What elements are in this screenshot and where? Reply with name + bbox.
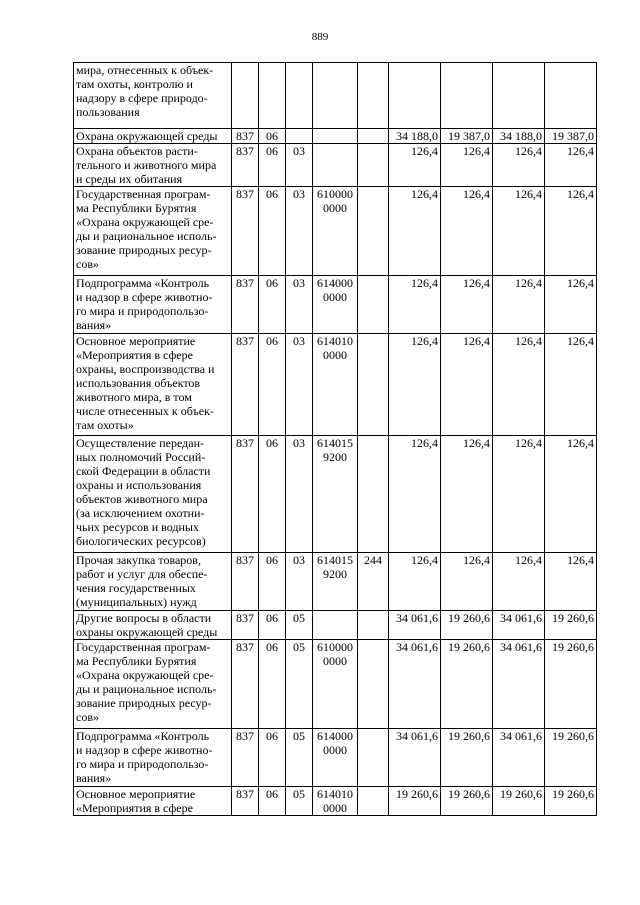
row-name-line: там охоты» (76, 418, 134, 432)
target-article-cell (313, 553, 358, 611)
target-article-line: 614015 (317, 553, 353, 567)
target-article-cell (313, 129, 358, 144)
row-name-line: Другие вопросы в области (76, 611, 212, 625)
expense-type-cell (358, 334, 389, 436)
expense-type-cell (358, 729, 389, 787)
section-cell: 06 (259, 144, 286, 187)
target-article-line: 610000 (317, 640, 353, 654)
table-body (74, 63, 597, 816)
row-name-line: пользования (76, 105, 140, 119)
amount-cell-4: 126,4 (545, 187, 597, 276)
row-name-line: вания» (76, 318, 112, 332)
grbs-cell: 837 (232, 144, 259, 187)
grbs-cell: 837 (232, 129, 259, 144)
row-name-cell (74, 553, 232, 611)
section-cell: 06 (259, 334, 286, 436)
amount-cell-1: 34 061,6 (389, 729, 441, 787)
row-name-cell (74, 129, 232, 144)
row-name-line: ды и рациональное исполь- (76, 682, 217, 696)
row-name-line: ма Республики Бурятия (76, 654, 197, 668)
subsection-cell (286, 63, 313, 129)
table-row (74, 187, 597, 276)
amount-cell-4: 19 260,6 (545, 787, 597, 816)
amount-cell-3: 19 260,6 (493, 787, 545, 816)
amount-cell-3: 126,4 (493, 276, 545, 334)
row-name-line: животного мира, в том (76, 390, 192, 404)
row-name-line: и надзор в сфере животно- (76, 743, 213, 757)
grbs-cell: 837 (232, 187, 259, 276)
row-name-line: ных полномочий Россий- (76, 450, 206, 464)
section-cell: 06 (259, 436, 286, 553)
expense-type-cell (358, 611, 389, 640)
row-name-line: Подпрограмма «Контроль (76, 276, 210, 290)
budget-table (73, 62, 597, 816)
amount-cell-4 (545, 63, 597, 129)
subsection-cell: 03 (286, 144, 313, 187)
expense-type-cell (358, 187, 389, 276)
subsection-cell: 05 (286, 640, 313, 729)
target-article-cell (313, 640, 358, 729)
row-name-line: Государственная програм- (76, 640, 211, 654)
amount-cell-3: 126,4 (493, 144, 545, 187)
amount-cell-1: 126,4 (389, 334, 441, 436)
amount-cell-4: 19 260,6 (545, 611, 597, 640)
amount-cell-3: 34 061,6 (493, 611, 545, 640)
amount-cell-2: 19 260,6 (441, 729, 493, 787)
subsection-cell: 03 (286, 334, 313, 436)
section-cell: 06 (259, 787, 286, 816)
amount-cell-3: 34 061,6 (493, 640, 545, 729)
row-name-line: «Охрана окружающей сре- (76, 668, 214, 682)
row-name-line: (муниципальных) нужд (76, 595, 197, 609)
target-article-cell (313, 276, 358, 334)
row-name-line: охраны окружающей среды (76, 625, 218, 639)
amount-cell-2: 126,4 (441, 144, 493, 187)
target-article-line: 0000 (323, 201, 347, 215)
row-name-cell (74, 787, 232, 816)
row-name-line: ма Республики Бурятия (76, 201, 197, 215)
row-name-line: сов» (76, 257, 99, 271)
expense-type-cell (358, 63, 389, 129)
target-article-line: 614010 (317, 334, 353, 348)
row-name-line: Основное мероприятие (76, 787, 196, 801)
subsection-cell: 03 (286, 276, 313, 334)
amount-cell-4: 126,4 (545, 334, 597, 436)
amount-cell-4: 19 260,6 (545, 640, 597, 729)
amount-cell-1: 34 061,6 (389, 640, 441, 729)
amount-cell-3 (493, 63, 545, 129)
amount-cell-4: 19 260,6 (545, 729, 597, 787)
amount-cell-1: 126,4 (389, 187, 441, 276)
table-row (74, 144, 597, 187)
amount-cell-1: 19 260,6 (389, 787, 441, 816)
table-row (74, 436, 597, 553)
target-article-cell (313, 144, 358, 187)
target-article-cell (313, 334, 358, 436)
target-article-cell (313, 187, 358, 276)
amount-cell-3: 34 188,0 (493, 129, 545, 144)
amount-cell-3: 126,4 (493, 436, 545, 553)
row-name-line: чьих ресурсов и водных (76, 520, 199, 534)
table-row (74, 129, 597, 144)
subsection-cell: 03 (286, 553, 313, 611)
grbs-cell: 837 (232, 787, 259, 816)
amount-cell-1 (389, 63, 441, 129)
target-article-line: 0000 (323, 801, 347, 815)
amount-cell-4: 126,4 (545, 436, 597, 553)
row-name-line: (за исключением охотни- (76, 506, 205, 520)
target-article-cell (313, 729, 358, 787)
grbs-cell: 837 (232, 436, 259, 553)
row-name-line: охраны и использования (76, 478, 202, 492)
table-row (74, 553, 597, 611)
grbs-cell: 837 (232, 553, 259, 611)
section-cell: 06 (259, 553, 286, 611)
table-row (74, 63, 597, 129)
row-name-cell (74, 334, 232, 436)
row-name-cell (74, 276, 232, 334)
page-number: 889 (311, 31, 329, 43)
amount-cell-4: 126,4 (545, 276, 597, 334)
row-name-line: мира, отнесенных к объек- (76, 63, 214, 77)
target-article-line: 614000 (317, 276, 353, 290)
amount-cell-3: 126,4 (493, 334, 545, 436)
amount-cell-4: 126,4 (545, 144, 597, 187)
amount-cell-1: 126,4 (389, 553, 441, 611)
amount-cell-4: 19 387,0 (545, 129, 597, 144)
amount-cell-1: 34 188,0 (389, 129, 441, 144)
row-name-line: там охоты, контролю и (76, 77, 193, 91)
row-name-line: «Мероприятия в сфере (76, 801, 193, 815)
subsection-cell: 05 (286, 787, 313, 816)
table-row (74, 729, 597, 787)
row-name-line: работ и услуг для обеспе- (76, 567, 208, 581)
target-article-line: 9200 (323, 567, 347, 581)
row-name-cell (74, 729, 232, 787)
amount-cell-3: 34 061,6 (493, 729, 545, 787)
row-name-line: го мира и природопользо- (76, 304, 209, 318)
section-cell (259, 63, 286, 129)
amount-cell-3: 126,4 (493, 187, 545, 276)
target-article-cell (313, 63, 358, 129)
amount-cell-2: 126,4 (441, 553, 493, 611)
target-article-line: 0000 (323, 348, 347, 362)
row-name-line: Прочая закупка товаров, (76, 553, 201, 567)
row-name-line: зование природных ресур- (76, 243, 212, 257)
section-cell: 06 (259, 729, 286, 787)
expense-type-cell (358, 144, 389, 187)
grbs-cell: 837 (232, 334, 259, 436)
amount-cell-2: 19 387,0 (441, 129, 493, 144)
amount-cell-2: 126,4 (441, 276, 493, 334)
row-name-line: охраны, воспроизводства и (76, 362, 215, 376)
amount-cell-2: 126,4 (441, 436, 493, 553)
target-article-cell (313, 436, 358, 553)
row-name-line: Основное мероприятие (76, 334, 196, 348)
grbs-cell: 837 (232, 729, 259, 787)
target-article-line: 614000 (317, 729, 353, 743)
table-row (74, 334, 597, 436)
amount-cell-1: 126,4 (389, 276, 441, 334)
amount-cell-3: 126,4 (493, 553, 545, 611)
target-article-line: 0000 (323, 743, 347, 757)
amount-cell-1: 34 061,6 (389, 611, 441, 640)
target-article-line: 0000 (323, 654, 347, 668)
amount-cell-4: 126,4 (545, 553, 597, 611)
table-row (74, 787, 597, 816)
row-name-line: Охрана окружающей среды (76, 129, 218, 143)
grbs-cell: 837 (232, 276, 259, 334)
amount-cell-2: 126,4 (441, 334, 493, 436)
amount-cell-2 (441, 63, 493, 129)
grbs-cell (232, 63, 259, 129)
section-cell: 06 (259, 640, 286, 729)
amount-cell-2: 19 260,6 (441, 640, 493, 729)
table-row (74, 611, 597, 640)
row-name-line: использования объектов (76, 376, 201, 390)
row-name-cell (74, 640, 232, 729)
row-name-line: и среды их обитания (76, 172, 183, 186)
row-name-line: объектов животного мира (76, 492, 208, 506)
subsection-cell: 03 (286, 187, 313, 276)
row-name-cell (74, 611, 232, 640)
expense-type-cell (358, 129, 389, 144)
row-name-line: тельного и животного мира (76, 158, 217, 172)
row-name-line: сов» (76, 710, 99, 724)
grbs-cell: 837 (232, 640, 259, 729)
expense-type-cell (358, 436, 389, 553)
subsection-cell (286, 129, 313, 144)
section-cell: 06 (259, 129, 286, 144)
row-name-cell (74, 187, 232, 276)
row-name-line: и надзор в сфере животно- (76, 290, 213, 304)
grbs-cell: 837 (232, 611, 259, 640)
row-name-line: вания» (76, 771, 112, 785)
target-article-cell (313, 787, 358, 816)
target-article-line: 614015 (317, 436, 353, 450)
table-row (74, 276, 597, 334)
section-cell: 06 (259, 276, 286, 334)
expense-type-cell (358, 276, 389, 334)
subsection-cell: 05 (286, 729, 313, 787)
row-name-line: Государственная програм- (76, 187, 211, 201)
row-name-line: чения государственных (76, 581, 196, 595)
row-name-line: го мира и природопользо- (76, 757, 209, 771)
row-name-line: надзору в сфере природо- (76, 91, 208, 105)
row-name-line: Подпрограмма «Контроль (76, 729, 210, 743)
row-name-line: биологических ресурсов) (76, 534, 206, 548)
subsection-cell: 05 (286, 611, 313, 640)
expense-type-cell (358, 787, 389, 816)
row-name-line: Осуществление передан- (76, 436, 205, 450)
row-name-line: ской Федерации в области (76, 464, 211, 478)
row-name-line: зование природных ресур- (76, 696, 212, 710)
table-row (74, 640, 597, 729)
row-name-line: ды и рациональное исполь- (76, 229, 217, 243)
row-name-line: числе отнесенных к объек- (76, 404, 214, 418)
target-article-line: 614010 (317, 787, 353, 801)
target-article-line: 0000 (323, 290, 347, 304)
section-cell: 06 (259, 187, 286, 276)
amount-cell-2: 19 260,6 (441, 611, 493, 640)
amount-cell-1: 126,4 (389, 436, 441, 553)
row-name-line: «Охрана окружающей сре- (76, 215, 214, 229)
target-article-cell (313, 611, 358, 640)
target-article-line: 9200 (323, 450, 347, 464)
amount-cell-2: 19 260,6 (441, 787, 493, 816)
target-article-line: 610000 (317, 187, 353, 201)
row-name-cell (74, 436, 232, 553)
row-name-line: «Мероприятия в сфере (76, 348, 193, 362)
subsection-cell: 03 (286, 436, 313, 553)
row-name-line: Охрана объектов расти- (76, 144, 198, 158)
expense-type-cell (358, 640, 389, 729)
row-name-cell (74, 144, 232, 187)
row-name-cell (74, 63, 232, 129)
section-cell: 06 (259, 611, 286, 640)
amount-cell-2: 126,4 (441, 187, 493, 276)
amount-cell-1: 126,4 (389, 144, 441, 187)
expense-type-cell: 244 (358, 553, 389, 611)
